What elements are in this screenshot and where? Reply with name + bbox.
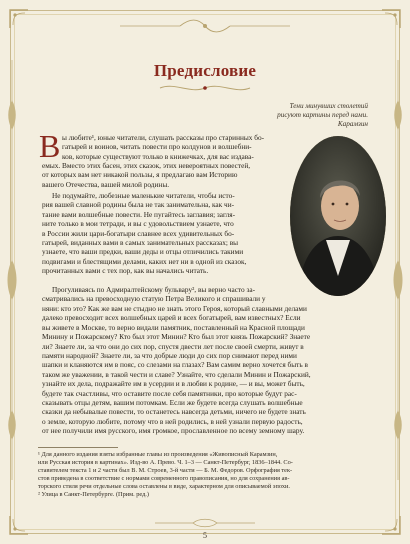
text-line: шапки и кланяются им в пояс, со слезами на глазах? Вам самим верно хочется быть в [42, 360, 308, 370]
text-line: ните только в мои тетради, и вы с удовольствием узнаете, что [42, 219, 234, 229]
footnote-line: или Русская история в картинах». Изд-во А. Прево. Ч. 1–3 — Санкт-Петербург, 1836–1844. Со- [38, 459, 293, 466]
footnote-line: стов приведена в соответствие с нормами современного правописания, но для сохранения ав- [38, 475, 290, 482]
text-line: сказывать отцы детям, вашим потомкам. Если же будете всегда слушать волшебные [42, 398, 303, 408]
bottom-ornament [155, 518, 255, 528]
text-line: от которых вам нет никакой пользы, я предлагаю вам Историю [42, 170, 238, 180]
page-number: 5 [203, 531, 207, 540]
footnote-line: ¹ Для данного издания взяты избранные главы из произведения «Живописный Карамзин, [38, 451, 278, 458]
text-line: Минину и Пожарскому? Кто был этот Минин? Кто был этот князь Пожарский? Знаете [42, 332, 311, 342]
text-line: ли? Знаете ли, за что они до сих пор, спустя двести лет после своей смерти, живут в [42, 341, 304, 351]
text-line: рия вашей славной родины была не так занимательна, как чи- [42, 200, 235, 210]
text-line: таком же уважении, в такой чести и славе? Узнайте, что сделали Минин и Пожарский, [42, 369, 311, 379]
text-line: от нее получили имя русского, имя громкое, прославленное по всему земному шару. [42, 426, 305, 436]
page-title: Предисловие [153, 61, 257, 80]
text-line: вы живете в Москве, то верно видали памятник, поставленный на Красной площади [42, 322, 305, 332]
paragraph-3-top [42, 285, 290, 304]
text-line: ков, которые существуют только в книжечках, для вас издава- [62, 151, 254, 161]
paragraph-2 [42, 191, 284, 276]
right-border-ornament [391, 60, 405, 480]
text-line: подвигами и блестящими делами, каких нет ни в одной из сказок, [42, 256, 247, 266]
epigraph-line: Тени минувших столетий [289, 102, 368, 110]
text-line: о земле, которую любите, потому что в ней родились, в ней узнали первую радость, [42, 416, 303, 426]
top-scroll-ornament [120, 18, 290, 34]
text-line: в России жили цари-богатыри славнее всех удивительных бо- [42, 228, 235, 238]
text-line: узнаете, что ваши предки, ваши деды и отцы отличились такими [42, 247, 244, 257]
text-line: узнайте их дела, подражайте им в усердии и в любви к родине, — и вы, может быть, [42, 379, 305, 389]
text-line: гатырей, виданных вами в самых занимательных рассказах; вы [42, 238, 239, 248]
paragraph-3-full [42, 304, 378, 436]
text-line: Прогуливаясь по Адмиралтейскому бульвару², вы верно часто за- [52, 285, 256, 294]
text-line: далеко превосходит всех волшебных царей и всех богатырей, вам известных? Если [42, 313, 301, 323]
epigraph-author: Карамзин [337, 120, 368, 128]
text-line: сматривались на превосходную статую Петра Великого и спрашивали у [42, 294, 266, 304]
epigraph [168, 102, 368, 129]
text-line: тание вами волшебные повести. Не пугайтесь заглавия; загля- [42, 209, 236, 219]
text-line: Не подумайте, любезные маленькие читатели, чтобы исто- [52, 191, 235, 200]
text-line: прочитанных вами с тех пор, как вы начались читать. [42, 266, 209, 276]
text-line: ы любите¹, юные читатели, слушать рассказы про старинных бо- [62, 133, 265, 142]
drop-cap: В [39, 128, 61, 164]
paragraph-1-first [62, 133, 284, 161]
text-line: гатырей и воинов, читать повести про колдунов и волшебни- [62, 142, 252, 152]
corner-ornament-top-right [380, 8, 402, 30]
epigraph-line: рисуют картины перед нами. [277, 111, 368, 119]
portrait-image [290, 136, 386, 296]
footnote-line: ставителем текста 1 и 2 части был В. М. Строев, 3-й части — Б. М. Федоров. Орфография тек- [38, 467, 293, 474]
left-border-ornament [5, 60, 19, 480]
text-line: емых. Вместо этих басен, этих сказок, этих невероятных повестей, [42, 161, 251, 170]
footnotes [38, 451, 378, 499]
text-line: вашего Отечества, вашей милой родины. [42, 179, 170, 189]
corner-ornament-top-left [8, 8, 30, 30]
text-line: будете так счастливы, что оставите после себя памятники, про которые будут рас- [42, 388, 297, 398]
paragraph-1-rest [42, 161, 284, 189]
footnote-line: торского стиля речи отдельные слова оставлены в виде, характерном для описываемой эпохи. [38, 483, 290, 490]
text-line: памяти народной? Знаете ли, за что добрые люди до сих пор снимают перед ними [42, 351, 297, 361]
footnote-line: ² Улица в Санкт-Петербурге. (Прим. ред.) [38, 491, 149, 498]
text-line: сказки да небывалые повести, то останетесь навсегда детьми, ничего не будете знать [42, 407, 306, 417]
title-ornament [155, 80, 255, 96]
footnote-divider [38, 447, 118, 448]
text-line: няни: кто это? Как же вам не стыдно не знать этого Героя, который славными делами [42, 304, 307, 313]
